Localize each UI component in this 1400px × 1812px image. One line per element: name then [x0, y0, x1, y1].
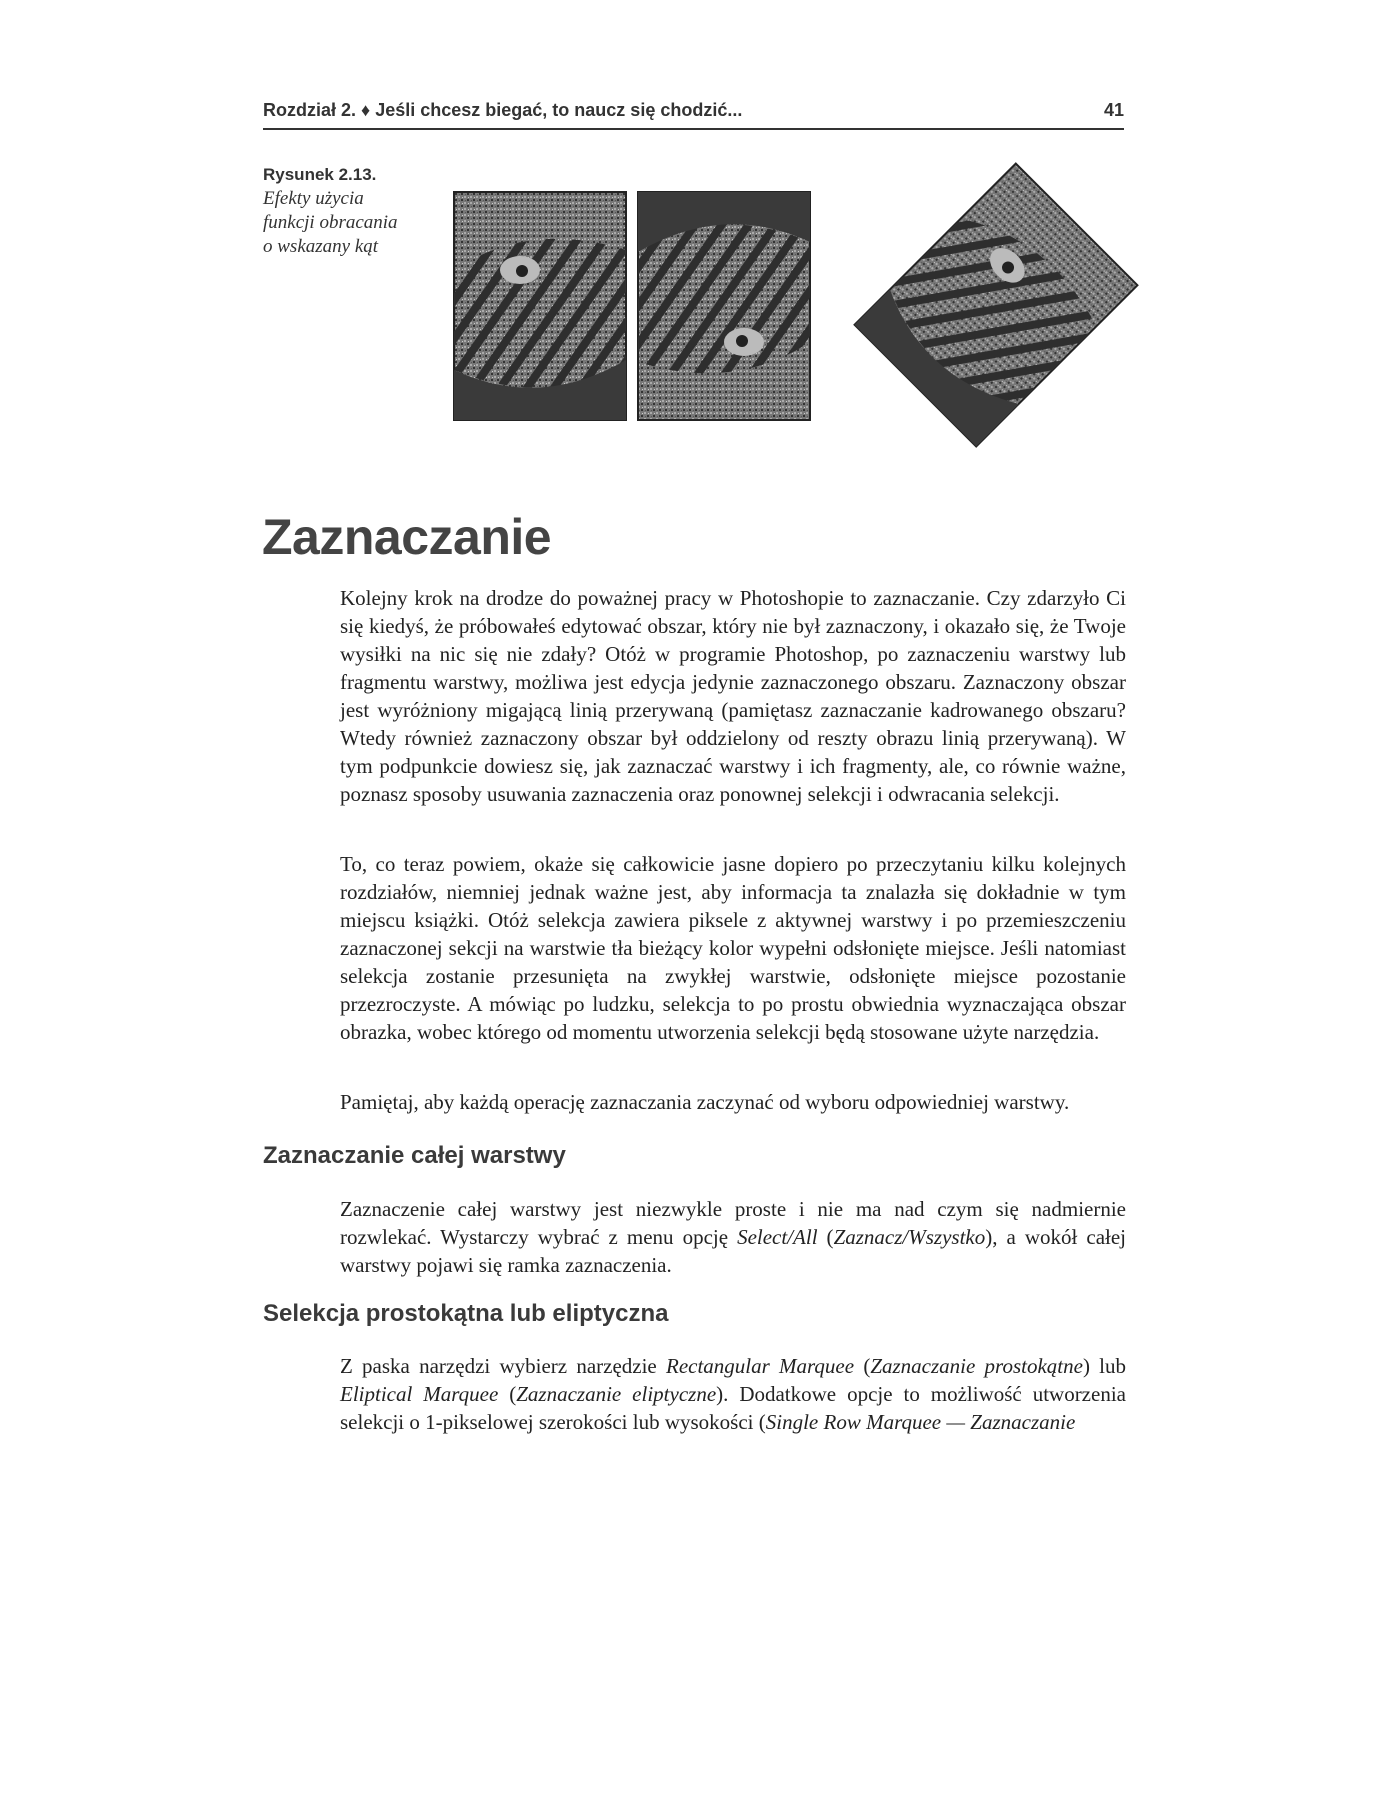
caption-line-1: Efekty użycia	[263, 188, 364, 209]
photo-rotated-180	[638, 192, 810, 420]
figure-label: Rysunek 2.13.	[263, 165, 377, 184]
page-number: 41	[1103, 100, 1124, 120]
subsection-title-1: Zaznaczanie całej warstwy	[263, 1142, 566, 1169]
section-title: Zaznaczanie	[262, 509, 552, 565]
photo-rotated-45	[855, 164, 1138, 447]
caption-line-3: o wskazany kąt	[263, 236, 379, 257]
paragraph-2: To, co teraz powiem, okaże się całkowicie jasne dopiero po przeczytaniu kilku kolejnych rozdziałów, niemniej jednak ważne jest, aby informacja ta znalazła się dokładnie w tym miejscu książki. Otóż selekcja zawiera piksele z aktywnej warstwy i po przemieszczeniu zaznaczonej sekcji na warstwie tła bieżący kolor wypełni odsłonięte miejsce. Jeśli natomiast selekcja zostanie przesunięta na zwykłej warstwie, odsłonięte miejsce pozostanie przezroczyste. A mówiąc po ludzku, selekcja to po prostu obwiednia wyznaczająca obszar obrazka, wobec którego od momentu utworzenia selekcji będą stosowane użyte narzędzia.	[340, 852, 1126, 1044]
paragraph-3: Pamiętaj, aby każdą operację zaznaczania zaczynać od wyboru odpowiedniej warstwy.	[340, 1090, 1070, 1114]
caption-line-2: funkcji obracania	[263, 212, 398, 233]
subsection-title-2: Selekcja prostokątna lub eliptyczna	[263, 1300, 669, 1327]
chapter-title: Rozdział 2. ♦ Jeśli chcesz biegać, to naucz się chodzić...	[263, 100, 743, 120]
figure-caption	[263, 163, 433, 259]
paragraph-5: Z paska narzędzi wybierz narzędzie Rectangular Marquee (Zaznaczanie prostokątne) lub Eliptical Marquee (Zaznaczanie eliptyczne). Dodatkowe opcje to możliwość utworzenia selekcji o 1-pikselowej szerokości lub wysokości (Single Row Marquee — Zaznaczanie	[340, 1354, 1126, 1434]
paragraph-4: Zaznaczenie całej warstwy jest niezwykle proste i nie ma nad czym się nadmiernie rozwlekać. Wystarczy wybrać z menu opcję Select/All (Zaznacz/Wszystko), a wokół całej warstwy pojawi się ramka zaznaczenia.	[340, 1197, 1126, 1277]
running-header	[263, 98, 1124, 130]
photo-original	[454, 192, 626, 420]
rotation-figure	[440, 160, 1140, 460]
paragraph-1: Kolejny krok na drodze do poważnej pracy w Photoshopie to zaznaczanie. Czy zdarzyło Ci się kiedyś, że próbowałeś edytować obszar, który nie był zaznaczony, i okazało się, że Twoje wysiłki na nic się nie zdały? Otóż w programie Photoshop, po zaznaczeniu warstwy lub fragmentu warstwy, możliwa jest edycja jedynie zaznaczonego obszaru. Zaznaczony obszar jest wyróżniony migającą linią przerywaną (pamiętasz zaznaczanie kadrowanego obszaru? Wtedy również zaznaczony obszar był oddzielony od reszty obrazu linią przerywaną). W tym podpunkcie dowiesz się, jak zaznaczać warstwy i ich fragmenty, ale, co równie ważne, poznasz sposoby usuwania zaznaczenia oraz ponownej selekcji i odwracania selekcji.	[340, 586, 1126, 806]
